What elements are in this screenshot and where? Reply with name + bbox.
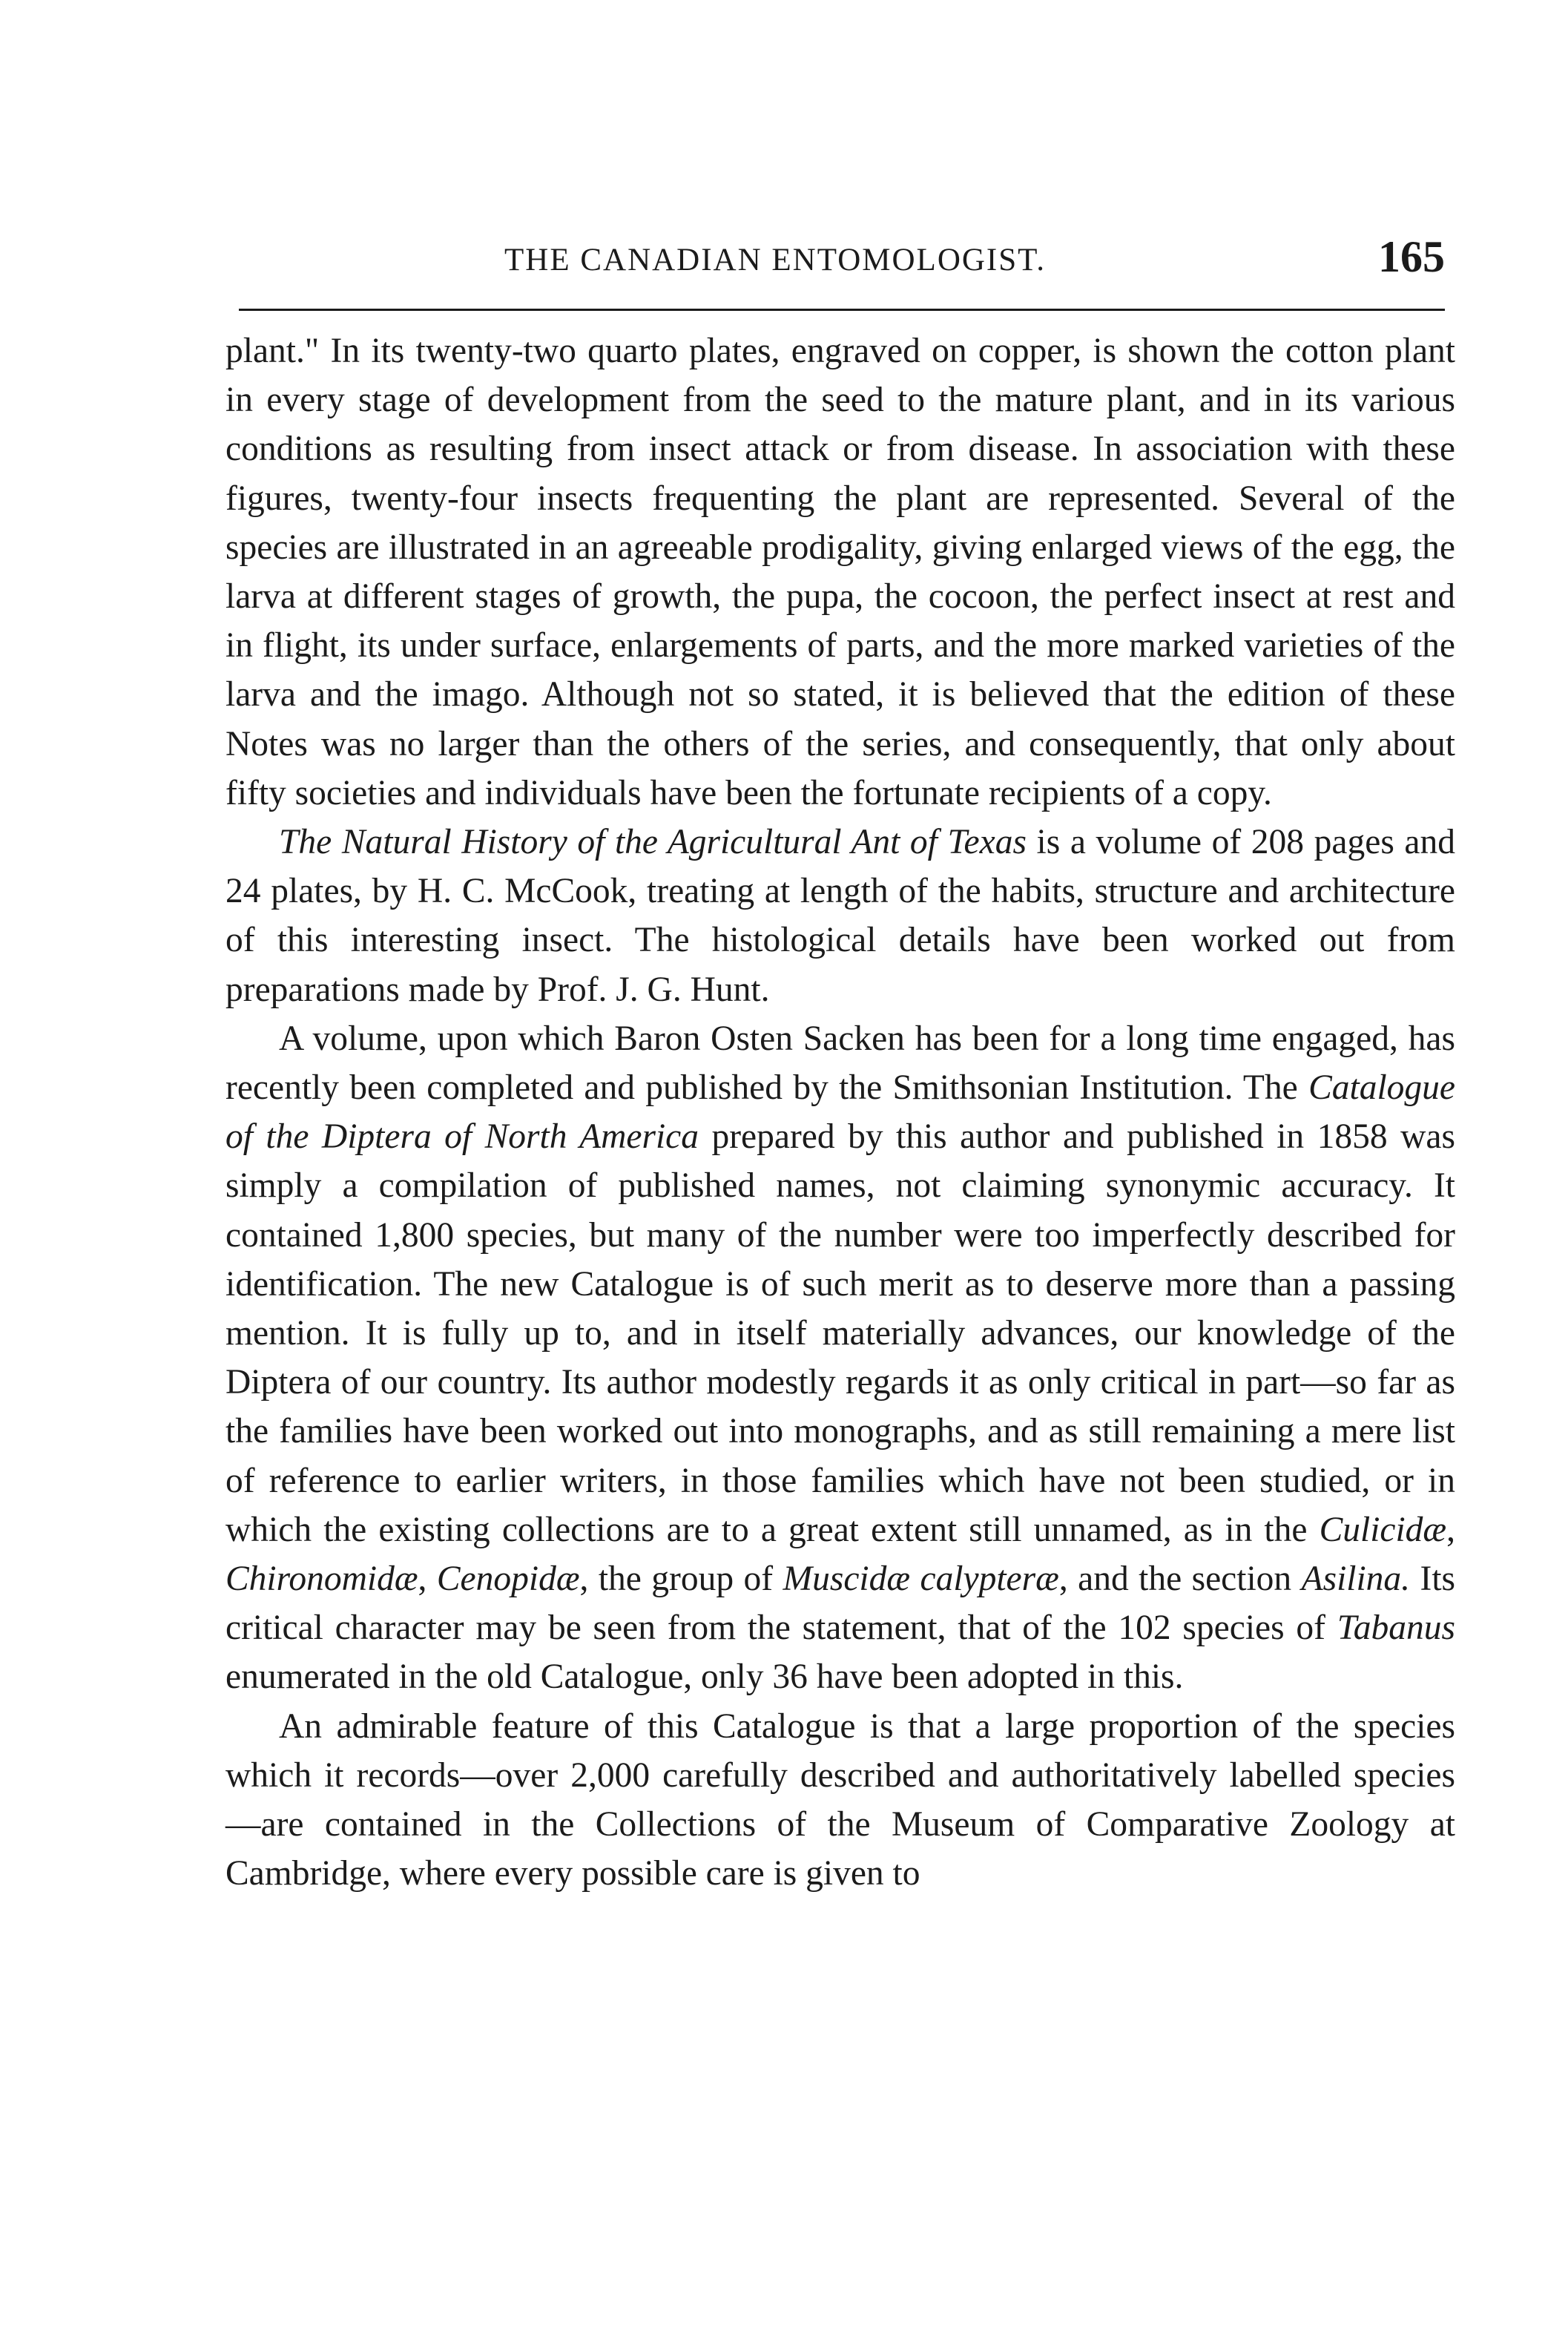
paragraph-3-text-f: enumerated in the old Catalogue, only 36 have been adopted in this. [225,1657,1184,1697]
taxon-culicidae: Culicidæ [1319,1510,1447,1549]
paragraph-3-text-b: prepared by this author and published in 1858 was simply a compilation of published names, not claiming synonymic accuracy. It contained 1,800 species, but many of the number were too imperfectly described for identification. The new Catalogue is of such merit as to deserve more than a passing mention. It is fully up to, and in itself materially advances, our knowledge of the Diptera of our country. Its author modestly regards it as only critical in part—so far as the families have been worked out into monographs, and as still remaining a mere list of reference to earlier writers, in those families which have not been studied, or in which the existing collections are to a great extent still unnamed, as in the [225,1117,1455,1549]
book-title-diptera-catalogue: Catalogue of the Diptera of North America [225,1068,1455,1157]
separator-2: , [418,1560,437,1599]
paragraph-1: plant." In its twenty-two quarto plates, engraved on copper, is shown the cotton plant in every stage of development from the seed to the mature plant, and in its various conditions as resulting from insect attack or from disease. In association with these figures, twenty-four insects frequenting the plant are represented. Several of the species are illustrated in an agreeable prodigality, giving enlarged views of the egg, the larva at different stages of growth, the pupa, the cocoon, the perfect insect at rest and in flight, its under surface, enlargements of parts, and the more marked varieties of the larva and the imago. Although not so stated, it is believed that the edition of these Notes was no larger than the others of the series, and consequently, that only about fifty societies and individuals have been the fortunate recipients of a copy. [225,332,1455,812]
header-rule [239,309,1445,311]
paragraph-4: An admirable feature of this Catalogue is that a large proportion of the species which it records—over 2,000 carefully described and authoritatively labelled species—are contained in the Collections of the Museum of Comparative Zoology at Cambridge, where every possible care is given to [225,1706,1455,1893]
taxon-asilina: Asilina. [1301,1560,1411,1599]
journal-title: THE CANADIAN ENTOMOLOGIST. [504,243,1046,277]
book-title-agricultural-ant: The Natural History of the Agricultural Ant of Texas [279,823,1027,862]
paragraph-2 [225,818,1455,1014]
paragraph-3-text-a: A volume, upon which Baron Osten Sacken has been for a long time engaged, has recently been completed and published by the Smithsonian Institution. The [225,1019,1455,1108]
page-number: 165 [1378,232,1445,281]
taxon-muscidae-calypterae: Muscidæ calypteræ [783,1560,1059,1599]
taxon-cenopidae: Cenopidæ [436,1560,580,1599]
paragraph-3-text-e: Its critical character may be seen from the statement, that of the 102 species of [225,1560,1455,1648]
paragraph-3 [225,1014,1455,1702]
separator-1: , [1446,1510,1455,1549]
body-text [225,326,1455,1899]
paragraph-3-text-d: , and the section [1058,1560,1302,1599]
taxon-tabanus: Tabanus [1337,1609,1455,1648]
paragraph-3-text-c: , the group of [579,1560,783,1599]
paragraph-2-text: is a volume of 208 pages and 24 plates, by H. C. McCook, treating at length of the habits, structure and architecture of this interesting insect. The histological details have been worked out from preparations made by Prof. J. G. Hunt. [225,823,1456,1009]
running-head [237,231,1454,291]
taxon-chironomidae: Chironomidæ [225,1560,418,1599]
